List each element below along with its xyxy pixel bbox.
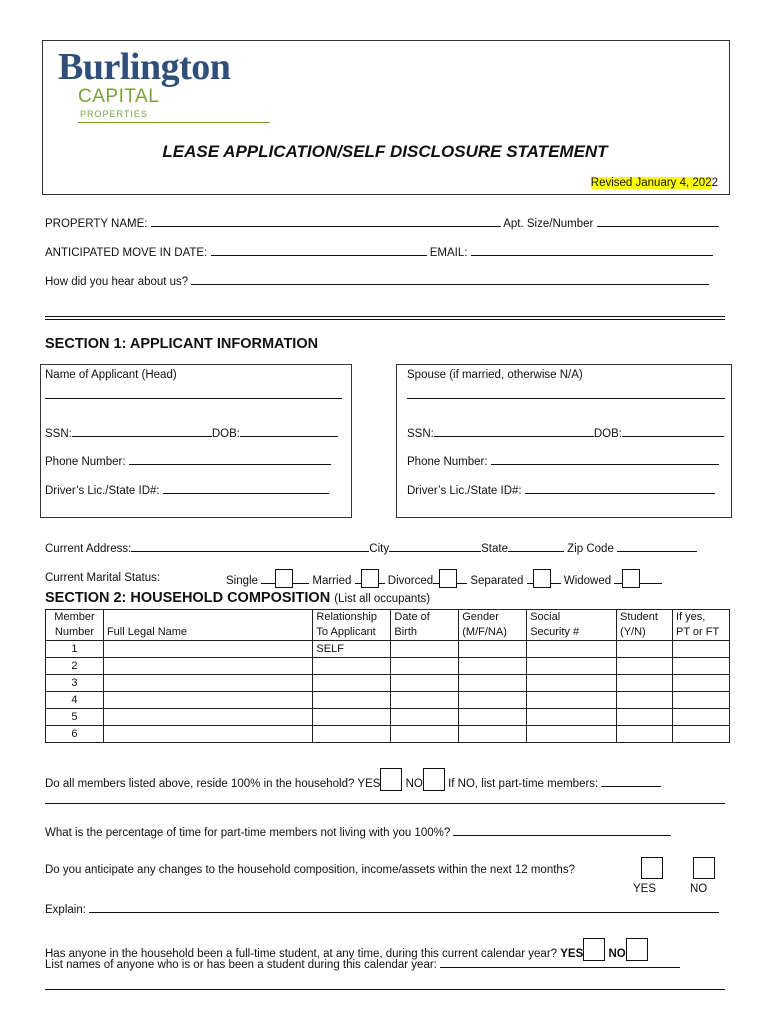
relationship-cell[interactable] bbox=[313, 658, 391, 675]
document-title: LEASE APPLICATION/SELF DISCLOSURE STATEMENT bbox=[162, 142, 608, 161]
dob-cell[interactable] bbox=[391, 692, 459, 709]
dob-cell[interactable] bbox=[391, 658, 459, 675]
changes-no-checkbox[interactable] bbox=[693, 857, 715, 879]
member-number-cell: 4 bbox=[46, 692, 104, 709]
col-full-name: Full Legal Name bbox=[103, 610, 312, 641]
gender-cell[interactable] bbox=[459, 658, 527, 675]
student-cell[interactable] bbox=[617, 641, 673, 658]
ssn-cell[interactable] bbox=[527, 641, 617, 658]
hear-about-label: How did you hear about us? bbox=[45, 276, 189, 288]
divider-rule-second bbox=[45, 319, 725, 320]
student-cell[interactable] bbox=[617, 726, 673, 743]
spouse-license-label: Driver’s Lic./State ID#: bbox=[407, 485, 522, 497]
dob-cell[interactable] bbox=[391, 675, 459, 692]
member-number-cell: 5 bbox=[46, 709, 104, 726]
ptft-cell[interactable] bbox=[673, 658, 730, 675]
address-row bbox=[45, 543, 697, 555]
section2-title bbox=[45, 590, 430, 606]
spouse-ssn-field[interactable] bbox=[434, 436, 594, 437]
marital-option-single: Single bbox=[226, 575, 258, 587]
name-cell[interactable] bbox=[103, 658, 312, 675]
col-gender: Gender (M/F/NA) bbox=[459, 610, 527, 641]
col-ssn: Social Security # bbox=[527, 610, 617, 641]
property-name-row bbox=[45, 218, 719, 230]
applicant-ssn-field[interactable] bbox=[72, 436, 212, 437]
apt-size-field[interactable] bbox=[597, 226, 719, 227]
divider-rule bbox=[45, 316, 725, 317]
spouse-dob-label: DOB: bbox=[593, 428, 622, 440]
state-label: State bbox=[481, 543, 508, 555]
ptft-cell[interactable] bbox=[673, 692, 730, 709]
ptft-cell[interactable] bbox=[673, 675, 730, 692]
table-row bbox=[46, 709, 730, 726]
ptft-cell[interactable] bbox=[673, 641, 730, 658]
apt-size-label: Apt. Size/Number bbox=[503, 218, 594, 230]
ptft-cell[interactable] bbox=[673, 726, 730, 743]
zip-field[interactable] bbox=[617, 551, 697, 552]
widowed-checkbox[interactable] bbox=[622, 569, 640, 588]
dob-cell[interactable] bbox=[391, 709, 459, 726]
gender-cell[interactable] bbox=[459, 709, 527, 726]
student-list-label: List names of anyone who is or has been a student during this calendar year: bbox=[45, 959, 437, 971]
table-row bbox=[46, 726, 730, 743]
spouse-phone-label: Phone Number: bbox=[407, 456, 488, 468]
gender-cell[interactable] bbox=[459, 726, 527, 743]
student-list-field[interactable] bbox=[440, 967, 680, 968]
student-cell[interactable] bbox=[617, 658, 673, 675]
col-student: Student (Y/N) bbox=[617, 610, 673, 641]
company-logo-capital: CAPITAL bbox=[78, 86, 160, 107]
member-number-cell: 1 bbox=[46, 641, 104, 658]
move-in-row bbox=[45, 247, 713, 259]
member-number-cell: 2 bbox=[46, 658, 104, 675]
applicant-phone-label: Phone Number: bbox=[45, 456, 126, 468]
table-row bbox=[46, 692, 730, 709]
spouse-phone-row bbox=[407, 456, 719, 468]
member-number-cell: 3 bbox=[46, 675, 104, 692]
changes-no-label: NO bbox=[690, 883, 708, 895]
student-no-label: NO bbox=[608, 948, 626, 960]
single-checkbox[interactable] bbox=[275, 569, 293, 588]
move-in-date-label: ANTICIPATED MOVE IN DATE: bbox=[45, 247, 208, 259]
name-cell[interactable] bbox=[103, 675, 312, 692]
marital-options-row bbox=[226, 569, 662, 588]
move-in-date-field[interactable] bbox=[211, 255, 427, 256]
logo-underline bbox=[78, 122, 270, 123]
name-cell[interactable] bbox=[103, 726, 312, 743]
revised-date-tail: 2 bbox=[711, 177, 718, 189]
student-yes-checkbox[interactable] bbox=[583, 938, 605, 961]
student-list-line[interactable] bbox=[45, 989, 725, 990]
gender-cell[interactable] bbox=[459, 675, 527, 692]
percentage-question: What is the percentage of time for part-time members not living with you 100%? bbox=[45, 827, 451, 839]
marital-label: Current Marital Status: bbox=[45, 572, 161, 584]
changes-yes-checkbox[interactable] bbox=[641, 857, 663, 879]
spouse-license-field[interactable] bbox=[525, 493, 715, 494]
household-table bbox=[45, 609, 730, 743]
part-time-members-line[interactable] bbox=[45, 803, 725, 804]
relationship-cell[interactable] bbox=[313, 709, 391, 726]
relationship-cell[interactable]: SELF bbox=[313, 641, 391, 658]
member-number-cell: 6 bbox=[46, 726, 104, 743]
marital-option-widowed: Widowed bbox=[563, 575, 612, 587]
reside-no-label: NO bbox=[405, 778, 423, 790]
marital-option-divorced: Divorced bbox=[387, 575, 434, 587]
address-label: Current Address: bbox=[45, 543, 132, 555]
dob-cell[interactable] bbox=[391, 726, 459, 743]
married-checkbox[interactable] bbox=[361, 569, 379, 588]
table-row bbox=[46, 658, 730, 675]
col-dob: Date of Birth bbox=[391, 610, 459, 641]
gender-cell[interactable] bbox=[459, 692, 527, 709]
hear-about-row bbox=[45, 276, 709, 288]
zip-label: Zip Code bbox=[567, 543, 614, 555]
separated-checkbox[interactable] bbox=[533, 569, 551, 588]
applicant-ssn-label: SSN: bbox=[45, 428, 72, 440]
applicant-dob-field[interactable] bbox=[240, 436, 338, 437]
ssn-cell[interactable] bbox=[527, 709, 617, 726]
student-row bbox=[45, 938, 648, 961]
revised-date bbox=[591, 177, 718, 189]
if-no-label: If NO, list part-time members: bbox=[448, 778, 599, 790]
changes-question: Do you anticipate any changes to the household composition, income/assets within the next 12 months? bbox=[45, 864, 575, 876]
spouse-ssn-label: SSN: bbox=[407, 428, 434, 440]
reside-yes-label: YES bbox=[357, 778, 381, 790]
col-member-number: Member Number bbox=[46, 610, 104, 641]
explain-label: Explain: bbox=[45, 904, 86, 916]
section1-title: SECTION 1: APPLICANT INFORMATION bbox=[45, 336, 319, 352]
relationship-cell[interactable] bbox=[313, 726, 391, 743]
student-cell[interactable] bbox=[617, 709, 673, 726]
email-field[interactable] bbox=[471, 255, 713, 256]
marital-option-separated: Separated bbox=[470, 575, 524, 587]
marital-option-married: Married bbox=[312, 575, 352, 587]
gender-cell[interactable] bbox=[459, 641, 527, 658]
ptft-cell[interactable] bbox=[673, 709, 730, 726]
relationship-cell[interactable] bbox=[313, 692, 391, 709]
applicant-license-label: Driver’s Lic./State ID#: bbox=[45, 485, 160, 497]
explain-row bbox=[45, 904, 719, 916]
applicant-name-field[interactable] bbox=[45, 398, 342, 399]
spouse-name-label: Spouse (if married, otherwise N/A) bbox=[407, 369, 583, 381]
part-time-members-field[interactable] bbox=[601, 786, 661, 787]
changes-yes-label: YES bbox=[633, 883, 657, 895]
ssn-cell[interactable] bbox=[527, 658, 617, 675]
applicant-ssn-dob-row bbox=[45, 428, 338, 440]
reside-row bbox=[45, 768, 661, 791]
dob-cell[interactable] bbox=[391, 641, 459, 658]
student-cell[interactable] bbox=[617, 675, 673, 692]
name-cell[interactable] bbox=[103, 692, 312, 709]
relationship-cell[interactable] bbox=[313, 675, 391, 692]
applicant-license-field[interactable] bbox=[163, 493, 329, 494]
address-field[interactable] bbox=[131, 551, 369, 552]
spouse-license-row bbox=[407, 485, 715, 497]
company-logo-name: Burlington bbox=[58, 46, 231, 88]
reside-yes-checkbox[interactable] bbox=[380, 768, 402, 791]
col-pt-ft: If yes, PT or FT bbox=[673, 610, 730, 641]
property-name-field[interactable] bbox=[151, 226, 501, 227]
email-label: EMAIL: bbox=[429, 247, 468, 259]
section2-title-text: SECTION 2: HOUSEHOLD COMPOSITION bbox=[45, 590, 331, 606]
divorced-checkbox[interactable] bbox=[439, 569, 457, 588]
name-cell[interactable] bbox=[103, 641, 312, 658]
ssn-cell[interactable] bbox=[527, 675, 617, 692]
ssn-cell[interactable] bbox=[527, 692, 617, 709]
applicant-phone-row bbox=[45, 456, 331, 468]
applicant-phone-field[interactable] bbox=[129, 464, 331, 465]
reside-question: Do all members listed above, reside 100% in the household? bbox=[45, 778, 355, 790]
col-relationship: Relationship To Applicant bbox=[313, 610, 391, 641]
property-name-label: PROPERTY NAME: bbox=[45, 218, 148, 230]
name-cell[interactable] bbox=[103, 709, 312, 726]
percentage-row bbox=[45, 827, 671, 839]
spouse-phone-field[interactable] bbox=[491, 464, 719, 465]
student-no-checkbox[interactable] bbox=[626, 938, 648, 961]
explain-field[interactable] bbox=[89, 912, 719, 913]
city-label: City bbox=[369, 543, 390, 555]
applicant-dob-label: DOB: bbox=[211, 428, 240, 440]
spouse-name-field[interactable] bbox=[407, 398, 725, 399]
percentage-field[interactable] bbox=[453, 835, 671, 836]
state-field[interactable] bbox=[508, 551, 564, 552]
table-row bbox=[46, 675, 730, 692]
section2-subtitle: (List all occupants) bbox=[334, 593, 431, 605]
household-header-row bbox=[46, 610, 730, 641]
student-yes-label: YES bbox=[560, 948, 584, 960]
hear-about-field[interactable] bbox=[191, 284, 709, 285]
student-cell[interactable] bbox=[617, 692, 673, 709]
spouse-dob-field[interactable] bbox=[622, 436, 724, 437]
student-list-row bbox=[45, 959, 680, 971]
company-logo-properties: PROPERTIES bbox=[80, 109, 148, 119]
spouse-ssn-dob-row bbox=[407, 428, 724, 440]
applicant-name-label: Name of Applicant (Head) bbox=[45, 369, 177, 381]
revised-date-highlight: Revised January 4, 202 bbox=[590, 177, 712, 189]
city-field[interactable] bbox=[389, 551, 481, 552]
student-question: Has anyone in the household been a full-time student, at any time, during this current calendar year? bbox=[45, 948, 558, 960]
reside-no-checkbox[interactable] bbox=[423, 768, 445, 791]
table-row bbox=[46, 641, 730, 658]
ssn-cell[interactable] bbox=[527, 726, 617, 743]
applicant-license-row bbox=[45, 485, 329, 497]
